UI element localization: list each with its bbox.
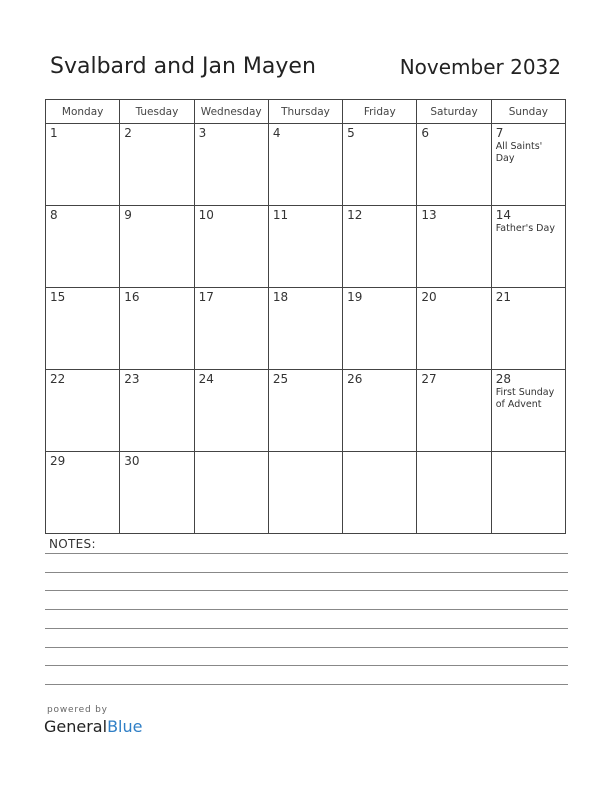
- day-number: 26: [347, 372, 363, 386]
- calendar-week-row: [46, 288, 566, 370]
- brand-general: General: [44, 717, 108, 736]
- day-number: 23: [124, 372, 140, 386]
- calendar-day-cell: [417, 124, 491, 206]
- calendar-day-cell: [417, 206, 491, 288]
- calendar-day-cell: [268, 452, 342, 534]
- calendar-day-cell: [343, 370, 417, 452]
- day-number: 30: [124, 454, 140, 468]
- calendar-week-row: [46, 206, 566, 288]
- calendar-country-title: Svalbard and Jan Mayen: [50, 54, 316, 79]
- day-number: 15: [50, 290, 66, 304]
- calendar-day-cell: [194, 206, 268, 288]
- calendar-day-cell: [120, 124, 194, 206]
- notes-line: [45, 684, 568, 685]
- calendar-month-title: November 2032: [399, 55, 561, 79]
- day-number: 18: [272, 290, 289, 304]
- weekday-header: Saturday: [417, 100, 491, 124]
- calendar-day-cell: [343, 124, 417, 206]
- calendar-day-cell: [120, 288, 194, 370]
- day-number: 28: [495, 372, 511, 386]
- weekday-header: Thursday: [268, 100, 342, 124]
- brand-blue: Blue: [107, 717, 143, 736]
- day-number: 7: [495, 126, 504, 140]
- calendar-day-cell: [46, 124, 120, 206]
- calendar-week-row: [46, 124, 566, 206]
- notes-line: [45, 665, 568, 666]
- calendar-day-cell: [120, 370, 194, 452]
- notes-label: NOTES:: [49, 537, 96, 551]
- calendar-day-cell: [46, 370, 120, 452]
- holiday-label: First Sunday of Advent: [495, 387, 555, 410]
- calendar-day-cell: [417, 452, 491, 534]
- day-number: 1: [50, 126, 58, 140]
- weekday-header: Sunday: [491, 100, 565, 124]
- day-number: 24: [198, 372, 214, 386]
- notes-line: [45, 609, 568, 610]
- calendar-day-cell: [417, 288, 491, 370]
- day-number: 13: [421, 208, 437, 222]
- holiday-label: All Saints' Day: [495, 141, 543, 164]
- day-number: 8: [50, 208, 58, 222]
- day-number: 29: [50, 454, 66, 468]
- calendar-day-cell: [268, 370, 342, 452]
- holiday-label: Father's Day: [495, 223, 555, 234]
- calendar-day-cell: [268, 206, 342, 288]
- notes-line: [45, 572, 568, 573]
- weekday-header: Tuesday: [120, 100, 194, 124]
- calendar-day-cell: [268, 288, 342, 370]
- day-number: 2: [124, 126, 132, 140]
- powered-by-text: powered by: [47, 705, 108, 715]
- calendar-day-cell: [46, 288, 120, 370]
- calendar-day-cell: [120, 452, 194, 534]
- calendar-day-cell: [491, 124, 565, 206]
- calendar-day-cell: [491, 288, 565, 370]
- day-number: 20: [421, 290, 437, 304]
- calendar-day-cell: [194, 124, 268, 206]
- day-number: 11: [272, 208, 289, 222]
- calendar-week-row: [46, 452, 566, 534]
- day-number: 22: [50, 372, 66, 386]
- calendar-day-cell: [343, 288, 417, 370]
- weekday-header: Wednesday: [194, 100, 268, 124]
- notes-line: [45, 553, 568, 554]
- day-number: 17: [198, 290, 214, 304]
- day-number: 27: [421, 372, 437, 386]
- calendar-day-cell: [417, 370, 491, 452]
- day-number: 21: [495, 290, 511, 304]
- calendar-day-cell: [491, 452, 565, 534]
- day-number: 19: [347, 290, 363, 304]
- notes-line: [45, 647, 568, 648]
- notes-line: [45, 628, 568, 629]
- day-number: 5: [347, 126, 355, 140]
- day-number: 25: [272, 372, 289, 386]
- calendar-day-cell: [343, 452, 417, 534]
- calendar-day-cell: [120, 206, 194, 288]
- generalblue-logo: [44, 717, 142, 736]
- calendar-day-cell: [46, 452, 120, 534]
- day-number: 6: [421, 126, 430, 140]
- calendar-grid: [45, 99, 566, 534]
- calendar-day-cell: [194, 288, 268, 370]
- weekday-header: Friday: [343, 100, 417, 124]
- calendar-day-cell: [194, 452, 268, 534]
- day-number: 4: [272, 126, 281, 140]
- calendar-day-cell: [194, 370, 268, 452]
- weekday-header-row: [46, 100, 566, 124]
- calendar-day-cell: [46, 206, 120, 288]
- day-number: 3: [198, 126, 207, 140]
- calendar-day-cell: [491, 370, 565, 452]
- day-number: 14: [495, 208, 511, 222]
- calendar-day-cell: [491, 206, 565, 288]
- notes-line: [45, 590, 568, 591]
- day-number: 10: [198, 208, 214, 222]
- weekday-header: Monday: [46, 100, 120, 124]
- calendar-day-cell: [343, 206, 417, 288]
- day-number: 9: [124, 208, 132, 222]
- calendar-day-cell: [268, 124, 342, 206]
- day-number: 16: [124, 290, 140, 304]
- day-number: 12: [347, 208, 363, 222]
- calendar-week-row: [46, 370, 566, 452]
